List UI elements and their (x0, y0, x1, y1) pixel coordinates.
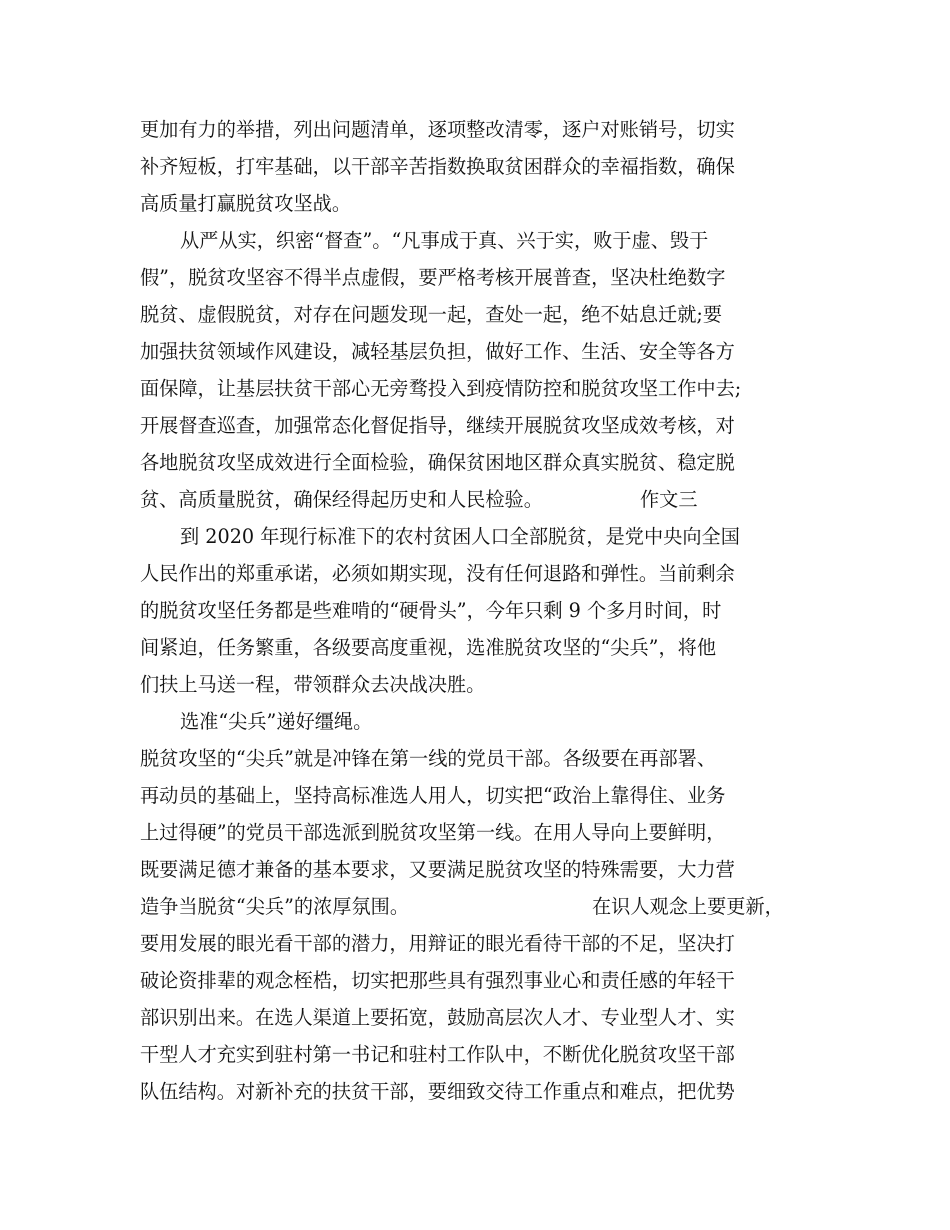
text-line: 间紧迫，任务繁重，各级要高度重视，选准脱贫攻坚的“尖兵”，将他 (140, 636, 717, 659)
text-line: 们扶上马送一程，带领群众去决战决胜。 (140, 673, 486, 696)
text-line: 加强扶贫领域作风建设，减轻基层负担，做好工作、生活、安全等各方 (140, 340, 735, 363)
section-heading: 作文三 (640, 488, 698, 511)
text-line: 再动员的基础上，坚持高标准选人用人，切实把“政治上靠得住、业务 (140, 784, 726, 807)
text-line: 到 2020 年现行标准下的农村贫困人口全部脱贫，是党中央向全国 (180, 525, 740, 548)
text-line: 干型人才充实到驻村第一书记和驻村工作队中，不断优化脱贫攻坚干部 (140, 1043, 735, 1066)
text-line: 开展督查巡查，加强常态化督促指导，继续开展脱贫攻坚成效考核，对 (140, 414, 735, 437)
text-line: 要用发展的眼光看干部的潜力，用辩证的眼光看待干部的不足，坚决打 (140, 932, 735, 955)
text-line: 假”，脱贫攻坚容不得半点虚假，要严格考核开展普查，坚决杜绝数字 (140, 266, 726, 289)
text-line: 的脱贫攻坚任务都是些难啃的“硬骨头”，今年只剩 9 个多月时间，时 (140, 599, 722, 622)
text-line: 部识别出来。在选人渠道上要拓宽，鼓励高层次人才、专业型人才、实 (140, 1006, 735, 1029)
text-line: 破论资排辈的观念桎梏，切实把那些具有强烈事业心和责任感的年轻干 (140, 969, 735, 992)
text-line: 脱贫攻坚的“尖兵”就是冲锋在第一线的党员干部。各级要在再部署、 (140, 747, 717, 770)
text-line: 脱贫、虚假脱贫，对存在问题发现一起，查处一起，绝不姑息迁就;要 (140, 303, 723, 326)
text-line: 造争当脱贫“尖兵”的浓厚氛围。 (140, 895, 410, 918)
text-line: 高质量打赢脱贫攻坚战。 (140, 192, 352, 215)
text-line: 上过得硬”的党员干部选派到脱贫攻坚第一线。在用人导向上要鲜明， (140, 821, 726, 844)
text-line: 补齐短板，打牢基础，以干部辛苦指数换取贫困群众的幸福指数，确保 (140, 155, 735, 178)
text-line: 队伍结构。对新补充的扶贫干部，要细致交待工作重点和难点，把优势 (140, 1080, 735, 1103)
text-line: 贫、高质量脱贫，确保经得起历史和人民检验。 (140, 488, 543, 511)
text-line: 既要满足德才兼备的基本要求，又要满足脱贫攻坚的特殊需要，大力营 (140, 858, 735, 881)
text-line: 各地脱贫攻坚成效进行全面检验，确保贫困地区群众真实脱贫、稳定脱 (140, 451, 735, 474)
text-line-continued: 在识人观念上要更新， (592, 895, 784, 918)
text-line: 更加有力的举措，列出问题清单，逐项整改清零，逐户对账销号，切实 (140, 118, 735, 141)
text-line: 人民作出的郑重承诺，必须如期实现，没有任何退路和弹性。当前剩余 (140, 562, 735, 585)
subheading-line: 选准“尖兵”递好缰绳。 (180, 710, 373, 733)
text-line: 面保障，让基层扶贫干部心无旁骛投入到疫情防控和脱贫攻坚工作中去; (140, 377, 742, 400)
text-line: 从严从实，织密“督查”。“凡事成于真、兴于实，败于虚、毁于 (180, 229, 709, 252)
